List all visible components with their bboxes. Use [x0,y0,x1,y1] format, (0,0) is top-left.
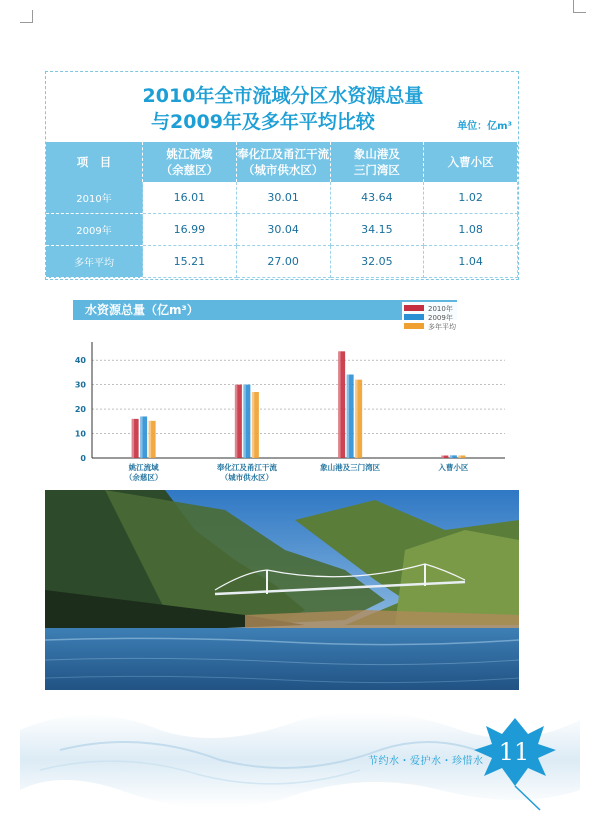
y-tick-label: 0 [80,454,86,463]
bar-chart [45,300,519,490]
legend-swatch [404,305,424,311]
table-cell: 16.99 [143,214,237,246]
col-header-xiangshangang: 象山港及 三门湾区 [330,142,424,182]
bridge-photo-illustration [45,490,519,695]
y-tick-label: 20 [74,405,86,415]
crop-mark-top-right [573,0,586,13]
slogan-text: 节约水・爱护水・珍惜水 [368,756,484,767]
table-title-line2: 与2009年及多年平均比较 [151,111,375,133]
legend-label: 多年平均 [428,323,456,331]
water-resources-table [46,142,518,278]
crop-mark-top-left [20,10,33,23]
x-tick-label: （城市供水区） [220,473,274,482]
legend-label: 2009年 [428,314,453,322]
chart-title: 水资源总量（亿m³） [73,300,457,320]
table-header-row [46,142,518,182]
x-tick-label: 奉化江及甬江干流 [216,463,277,472]
table-cell: 1.08 [424,214,518,246]
x-tick-label: 象山港及三门湾区 [320,463,381,472]
bar-highlight [149,421,151,458]
bar-highlight [252,392,254,458]
row-label: 2010年 [46,182,143,214]
bar-highlight [441,456,443,458]
table-cell: 32.05 [330,246,424,278]
table-cell: 30.01 [236,182,330,214]
bar-highlight [338,351,340,458]
bar-chart-panel [45,300,519,490]
x-tick-label: 入曹小区 [438,463,469,472]
col-header-item: 项 目 [46,142,143,182]
table-cell: 16.01 [143,182,237,214]
page-number: 11 [498,738,530,766]
table-row [46,182,518,214]
table-cell: 34.15 [330,214,424,246]
table-cell: 30.04 [236,214,330,246]
bar-highlight [235,385,237,458]
row-label: 2009年 [46,214,143,246]
table-title-line1: 2010年全市流域分区水资源总量 [142,85,424,107]
y-tick-label: 40 [74,356,86,366]
legend-swatch [404,314,424,320]
y-tick-label: 10 [74,429,86,439]
legend-label: 2010年 [428,305,453,313]
bar-highlight [132,419,134,458]
table-row [46,246,518,278]
table-cell: 1.04 [424,246,518,278]
bar-highlight [355,380,357,458]
col-header-rucao: 入曹小区 [424,142,518,182]
bar-highlight [140,416,142,458]
table-cell: 15.21 [143,246,237,278]
bar-highlight [243,385,245,458]
table-cell: 1.02 [424,182,518,214]
x-tick-label: （余慈区） [124,473,163,482]
row-label: 多年平均 [46,246,143,278]
bar-highlight [450,455,452,458]
legend-swatch [404,323,424,329]
table-cell: 27.00 [236,246,330,278]
y-tick-label: 30 [74,380,86,390]
col-header-yaojiang: 姚江流域 （余慈区） [143,142,237,182]
bar-highlight [347,375,349,458]
table-row [46,214,518,246]
col-header-fenghuajiang: 奉化江及甬江干流 （城市供水区） [236,142,330,182]
bar-highlight [458,455,460,458]
table-cell: 43.64 [330,182,424,214]
bridge-landscape-photo [45,490,519,695]
unit-label: 单位：亿m³ [457,121,512,132]
water-resources-table-panel [45,71,519,280]
x-tick-label: 姚江流域 [128,463,159,472]
